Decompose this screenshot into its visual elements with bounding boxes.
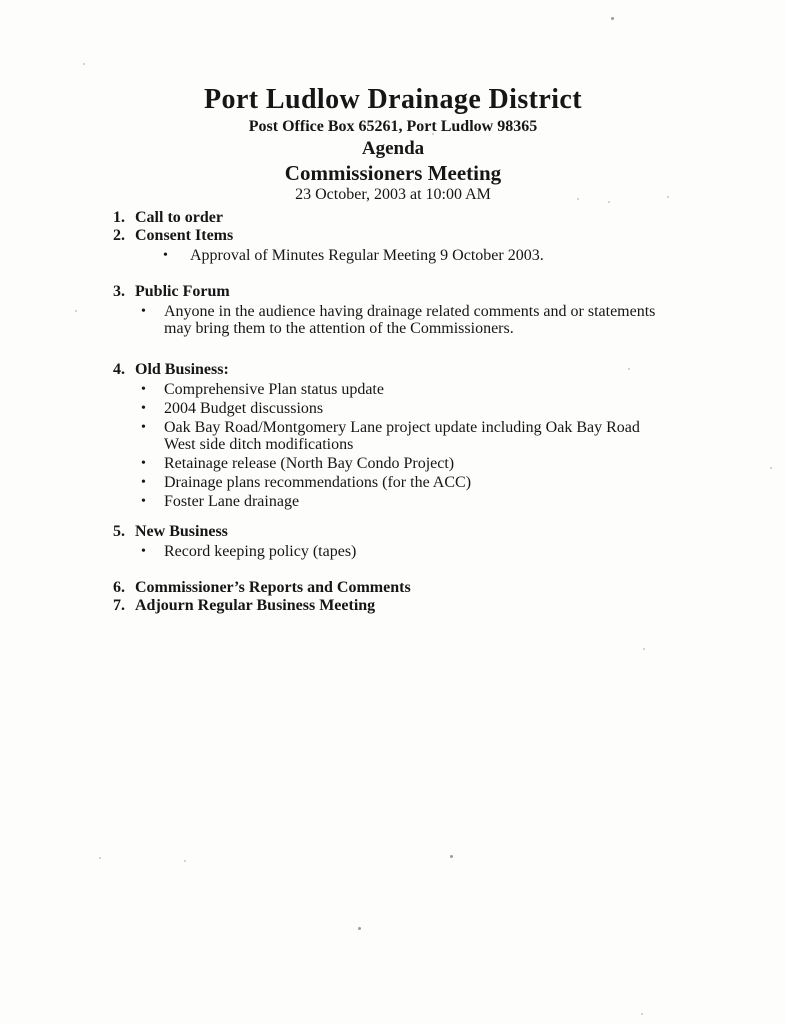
agenda-bullet <box>0 474 786 491</box>
item-label: Public Forum <box>135 283 230 300</box>
agenda-item-4 <box>0 361 786 379</box>
agenda-bullet <box>0 247 786 264</box>
spacer <box>0 337 786 361</box>
agenda-item-7 <box>0 597 786 615</box>
scan-speck <box>184 860 186 862</box>
bullet-text: Drainage plans recommendations (for the ACC) <box>164 474 472 491</box>
item-number: 2. <box>113 227 125 244</box>
bullet-icon: • <box>141 494 146 509</box>
bullet-icon: • <box>141 304 146 319</box>
scan-speck <box>770 467 772 469</box>
scan-speck <box>450 855 453 858</box>
item-label: Old Business: <box>135 361 229 378</box>
scan-speck <box>99 857 101 859</box>
spacer <box>0 560 786 579</box>
scan-speck <box>667 196 669 198</box>
item-number: 6. <box>113 579 125 596</box>
spacer <box>0 510 786 523</box>
bullet-text: 2004 Budget discussions <box>164 400 324 417</box>
item-label: Commissioner’s Reports and Comments <box>135 579 411 596</box>
scan-speck <box>432 133 434 135</box>
bullet-text: Foster Lane drainage <box>164 493 300 510</box>
meeting-heading: Commissioners Meeting <box>284 161 502 185</box>
item-label: Consent Items <box>135 227 234 244</box>
document-header <box>0 0 786 204</box>
bullet-icon: • <box>141 475 146 490</box>
scan-speck <box>628 368 630 370</box>
item-number: 7. <box>113 597 125 614</box>
bullet-icon: • <box>141 420 146 435</box>
item-number: 1. <box>113 209 125 226</box>
scan-speck <box>83 63 85 65</box>
scan-speck <box>641 1013 643 1015</box>
bullet-icon: • <box>163 248 168 263</box>
agenda-bullet <box>0 543 786 560</box>
bullet-icon: • <box>141 456 146 471</box>
bullet-text: Anyone in the audience having drainage related comments and or statements may bring them to the attention of the Commissioners. <box>164 303 656 337</box>
agenda-item-5 <box>0 523 786 541</box>
agenda-bullet <box>0 493 786 510</box>
bullet-text: Oak Bay Road/Montgomery Lane project update including Oak Bay Road West side ditch modifications <box>164 419 640 453</box>
agenda-bullet <box>0 419 786 453</box>
agenda-heading: Agenda <box>361 138 425 159</box>
item-label: New Business <box>135 523 228 540</box>
spacer <box>0 264 786 283</box>
scan-speck <box>577 198 579 200</box>
agenda-bullet <box>0 303 786 337</box>
agenda-bullet <box>0 455 786 472</box>
item-label: Call to order <box>135 209 223 226</box>
bullet-icon: • <box>141 544 146 559</box>
bullet-text: Approval of Minutes Regular Meeting 9 October 2003. <box>190 247 544 264</box>
item-number: 5. <box>113 523 125 540</box>
agenda-item-3 <box>0 283 786 301</box>
agenda-bullet <box>0 400 786 417</box>
scan-speck <box>643 648 645 650</box>
bullet-text: Retainage release (North Bay Condo Project) <box>164 455 455 472</box>
bullet-icon: • <box>141 382 146 397</box>
scan-speck <box>608 201 610 203</box>
scan-speck <box>611 17 614 20</box>
agenda-bullet <box>0 381 786 398</box>
bullet-text: Comprehensive Plan status update <box>164 381 384 398</box>
agenda-item-6 <box>0 579 786 597</box>
scan-speck <box>75 310 77 312</box>
agenda-list <box>0 209 786 615</box>
item-number: 4. <box>113 361 125 378</box>
item-number: 3. <box>113 283 125 300</box>
agenda-item-2 <box>0 227 786 245</box>
agenda-item-1 <box>0 209 786 227</box>
bullet-icon: • <box>141 401 146 416</box>
document-address: Post Office Box 65261, Port Ludlow 98365 <box>248 118 538 135</box>
document-title: Port Ludlow Drainage District <box>204 84 582 115</box>
item-label: Adjourn Regular Business Meeting <box>135 597 376 614</box>
bullet-text: Record keeping policy (tapes) <box>164 543 357 560</box>
meeting-datetime: 23 October, 2003 at 10:00 AM <box>295 186 491 203</box>
scan-speck <box>358 927 361 930</box>
